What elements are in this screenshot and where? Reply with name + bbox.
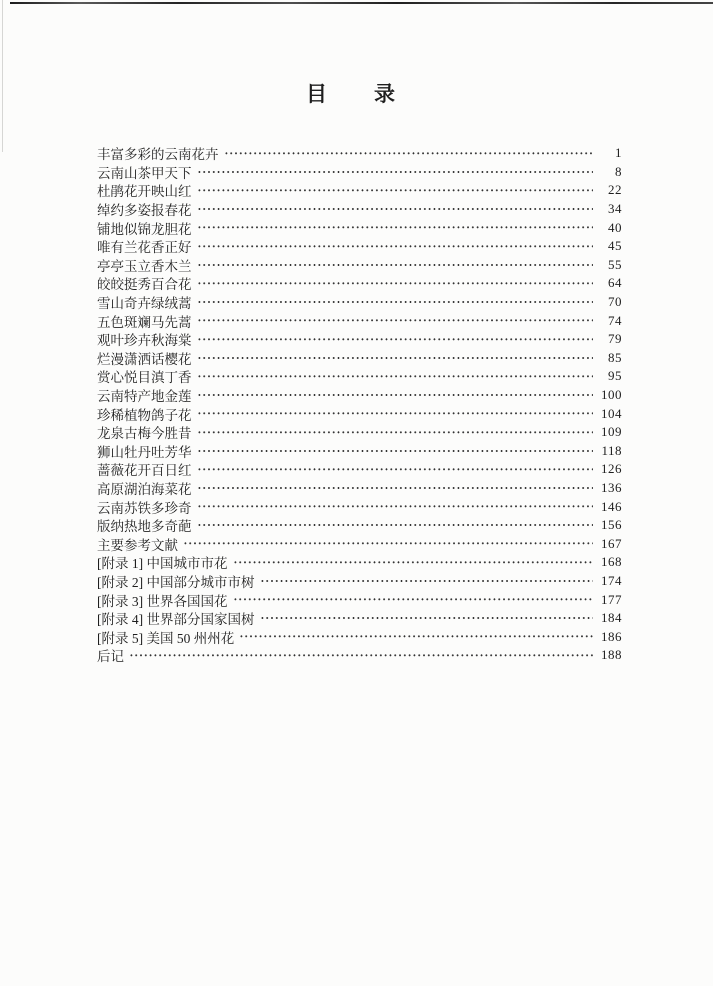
toc-entry-label: 版纳热地多奇葩	[97, 519, 192, 535]
dot-leader	[233, 590, 594, 609]
dot-leader	[197, 311, 594, 330]
dot-leader	[197, 497, 594, 516]
page-title	[0, 82, 713, 106]
toc-entry-label: 主要参考文献	[97, 537, 178, 553]
dot-leader	[197, 386, 594, 405]
toc-entry-label: [附录 3] 世界各国国花	[97, 593, 228, 609]
dot-leader	[197, 479, 594, 498]
toc-entry-label: 铺地似锦龙胆花	[97, 221, 192, 237]
toc-entry-page: 1	[615, 145, 622, 161]
toc-row	[97, 497, 622, 516]
toc-entry-label: 珍稀植物鸽子花	[97, 407, 192, 423]
toc-row	[97, 311, 622, 330]
page-title-char-2: 录	[374, 82, 395, 106]
toc-entry-page: 45	[608, 238, 622, 254]
toc-row	[97, 404, 622, 423]
dot-leader	[129, 646, 593, 665]
toc-entry-page: 136	[601, 479, 622, 495]
toc-row	[97, 423, 622, 442]
toc-row	[97, 442, 622, 461]
toc-row	[97, 293, 622, 312]
toc-entry-page: 188	[601, 647, 622, 663]
toc-entry-page: 146	[601, 498, 622, 514]
toc-row	[97, 646, 622, 665]
toc-entry-page: 174	[601, 572, 622, 588]
toc-row	[97, 460, 622, 479]
toc-entry-page: 100	[601, 387, 622, 403]
toc-row	[97, 516, 622, 535]
toc-entry-page: 64	[608, 275, 622, 291]
toc-entry-page: 184	[601, 610, 622, 626]
toc-entry-label: 唯有兰花香正好	[97, 240, 192, 256]
page-title-char-1: 目	[306, 82, 327, 106]
toc-entry-page: 168	[601, 554, 622, 570]
toc-row	[97, 144, 622, 163]
toc-entry-page: 109	[601, 424, 622, 440]
toc-row	[97, 572, 622, 591]
dot-leader	[260, 609, 594, 628]
dot-leader	[197, 460, 594, 479]
toc-row	[97, 534, 622, 553]
dot-leader	[197, 200, 594, 219]
dot-leader	[183, 534, 593, 553]
toc-entry-label: 高原湖泊海菜花	[97, 481, 192, 497]
toc-row	[97, 627, 622, 646]
toc-row	[97, 181, 622, 200]
toc-entry-label: 赏心悦目滇丁香	[97, 370, 192, 386]
toc-entry-page: 70	[608, 294, 622, 310]
toc-entry-page: 177	[601, 591, 622, 607]
toc-row	[97, 163, 622, 182]
dot-leader	[197, 367, 594, 386]
toc-list	[97, 144, 622, 665]
dot-leader	[197, 163, 594, 182]
dot-leader	[197, 256, 594, 275]
dot-leader	[197, 423, 594, 442]
toc-row	[97, 553, 622, 572]
toc-entry-label: [附录 2] 中国部分城市市树	[97, 574, 255, 590]
toc-entry-page: 8	[615, 163, 622, 179]
toc-entry-page: 34	[608, 201, 622, 217]
toc-entry-label: 后记	[97, 649, 124, 665]
dot-leader	[197, 274, 594, 293]
dot-leader	[197, 404, 594, 423]
dot-leader	[197, 181, 594, 200]
toc-row	[97, 479, 622, 498]
toc-entry-page: 186	[601, 628, 622, 644]
toc-entry-label: 丰富多彩的云南花卉	[97, 147, 219, 163]
toc-entry-page: 118	[601, 442, 622, 458]
scan-edge-top	[10, 2, 713, 4]
toc-entry-page: 95	[608, 368, 622, 384]
toc-entry-label: 狮山牡丹吐芳华	[97, 444, 192, 460]
toc-entry-label: 云南特产地金莲	[97, 389, 192, 405]
dot-leader	[239, 627, 593, 646]
toc-row	[97, 367, 622, 386]
dot-leader	[197, 218, 594, 237]
toc-entry-label: [附录 5] 美国 50 州州花	[97, 630, 235, 646]
dot-leader	[260, 572, 594, 591]
toc-entry-label: 绰约多姿报春花	[97, 203, 192, 219]
scan-edge-left	[2, 0, 3, 152]
dot-leader	[197, 442, 594, 461]
dot-leader	[197, 237, 594, 256]
toc-entry-label: [附录 1] 中国城市市花	[97, 556, 228, 572]
dot-leader	[197, 349, 594, 368]
toc-row	[97, 256, 622, 275]
toc-row	[97, 349, 622, 368]
toc-row	[97, 200, 622, 219]
toc-row	[97, 237, 622, 256]
toc-entry-label: 亭亭玉立香木兰	[97, 258, 192, 274]
toc-entry-label: 五色斑斓马先蒿	[97, 314, 192, 330]
toc-entry-label: 龙泉古梅今胜昔	[97, 426, 192, 442]
toc-entry-page: 22	[608, 182, 622, 198]
toc-entry-page: 104	[601, 405, 622, 421]
toc-row	[97, 590, 622, 609]
dot-leader	[197, 293, 594, 312]
toc-entry-page: 79	[608, 331, 622, 347]
dot-leader	[224, 144, 594, 163]
toc-row	[97, 218, 622, 237]
toc-entry-label: 云南苏铁多珍奇	[97, 500, 192, 516]
toc-entry-page: 74	[608, 312, 622, 328]
toc-entry-label: 雪山奇卉绿绒蒿	[97, 296, 192, 312]
toc-entry-label: 观叶珍卉秋海棠	[97, 333, 192, 349]
toc-row	[97, 274, 622, 293]
toc-row	[97, 330, 622, 349]
toc-entry-label: 烂漫潇洒话樱花	[97, 351, 192, 367]
toc-entry-label: 云南山茶甲天下	[97, 165, 192, 181]
dot-leader	[197, 516, 594, 535]
toc-entry-label: 杜鹃花开映山红	[97, 184, 192, 200]
toc-entry-page: 55	[608, 256, 622, 272]
toc-entry-page: 126	[601, 461, 622, 477]
toc-entry-page: 40	[608, 219, 622, 235]
toc-entry-label: 皎皎挺秀百合花	[97, 277, 192, 293]
toc-entry-page: 156	[601, 517, 622, 533]
toc-row	[97, 609, 622, 628]
dot-leader	[233, 553, 594, 572]
toc-entry-label: [附录 4] 世界部分国家国树	[97, 612, 255, 628]
toc-entry-page: 85	[608, 349, 622, 365]
toc-row	[97, 386, 622, 405]
dot-leader	[197, 330, 594, 349]
toc-entry-page: 167	[601, 535, 622, 551]
toc-entry-label: 蔷薇花开百日红	[97, 463, 192, 479]
